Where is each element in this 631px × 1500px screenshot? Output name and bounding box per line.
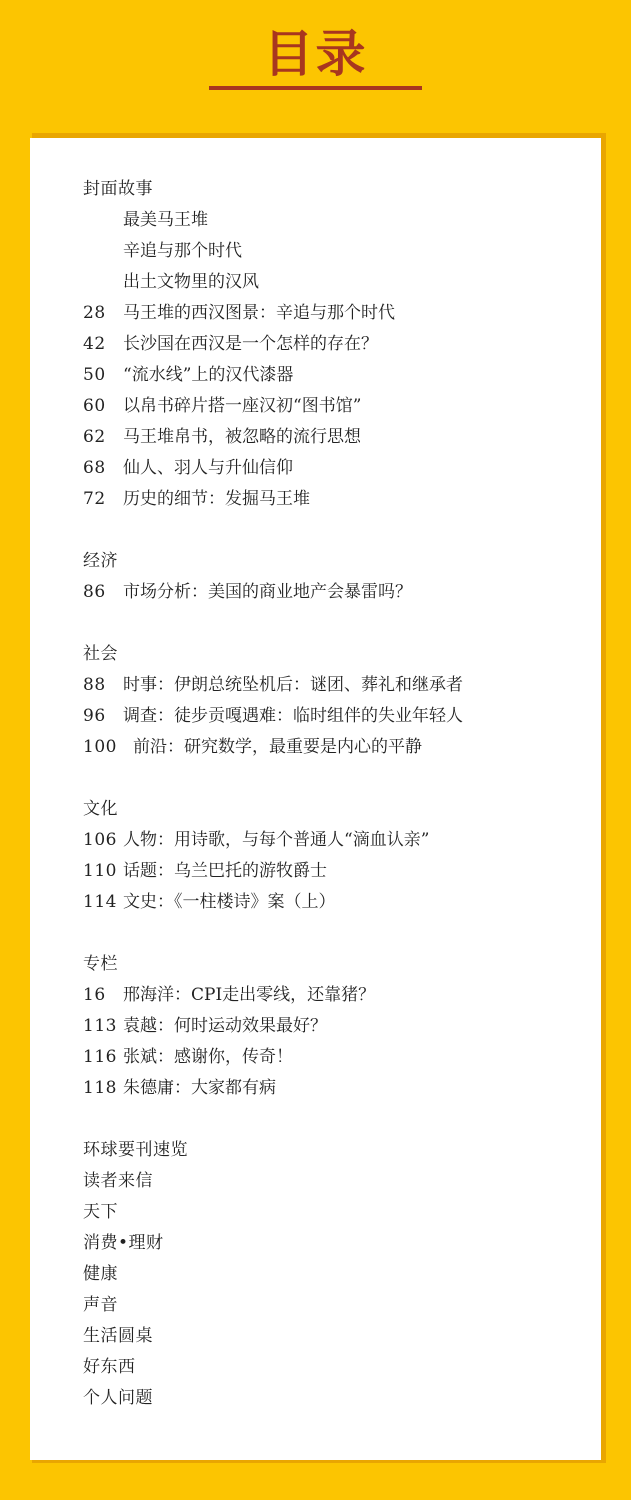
section-heading: 文化 xyxy=(83,799,118,819)
section-heading: 封面故事 xyxy=(83,179,153,199)
page-number: 88 xyxy=(83,675,106,695)
toc-entry[interactable] xyxy=(83,980,583,1011)
entry-title: 前沿：研究数学，最重要是内心的平静 xyxy=(133,737,422,757)
entry-title: 长沙国在西汉是一个怎样的存在？ xyxy=(123,334,378,354)
page-number: 100 xyxy=(83,737,117,757)
toc-entry[interactable] xyxy=(83,1042,583,1073)
entry-title: 袁越：何时运动效果最好？ xyxy=(123,1016,327,1036)
section-cover-story xyxy=(83,174,583,515)
toc-entry[interactable] xyxy=(83,825,583,856)
title-underline xyxy=(209,86,422,90)
page-number: 106 xyxy=(83,830,117,850)
entry-title: 以帛书碎片搭一座汉初“图书馆” xyxy=(123,396,362,416)
entry-title: 仙人、羽人与升仙信仰 xyxy=(123,458,293,478)
section-heading: 社会 xyxy=(83,644,118,664)
entry-title: 张斌：感谢你，传奇！ xyxy=(123,1047,293,1067)
toc-entry[interactable] xyxy=(83,1073,583,1104)
page-number: 110 xyxy=(83,861,117,881)
page-number: 68 xyxy=(83,458,106,478)
section-columns xyxy=(83,949,583,1104)
page-number: 42 xyxy=(83,334,106,354)
toc-entry[interactable] xyxy=(83,205,583,236)
toc-entry[interactable] xyxy=(83,1011,583,1042)
toc-entry[interactable] xyxy=(83,236,583,267)
entry-title: 朱德庸：大家都有病 xyxy=(123,1078,276,1098)
section-heading: 专栏 xyxy=(83,954,118,974)
toc-department[interactable]: 环球要刊速览 xyxy=(83,1140,188,1160)
toc-entry[interactable] xyxy=(83,453,583,484)
toc-entry[interactable] xyxy=(83,732,583,763)
entry-title: 马王堆的西汉图景：辛追与那个时代 xyxy=(123,303,395,323)
page-number: 118 xyxy=(83,1078,117,1098)
entry-title: “流水线”上的汉代漆器 xyxy=(123,365,294,385)
page-number: 72 xyxy=(83,489,106,509)
toc-entry[interactable] xyxy=(83,701,583,732)
toc-entry[interactable] xyxy=(83,360,583,391)
toc-entry[interactable] xyxy=(83,329,583,360)
toc-entry[interactable] xyxy=(83,670,583,701)
entry-title: 市场分析：美国的商业地产会暴雷吗？ xyxy=(123,582,412,602)
toc-entry[interactable] xyxy=(83,577,583,608)
entry-title: 调查：徒步贡嘎遇难：临时组伴的失业年轻人 xyxy=(123,706,463,726)
toc-entry[interactable] xyxy=(83,422,583,453)
toc-entry[interactable] xyxy=(83,298,583,329)
toc-department[interactable]: 消费•理财 xyxy=(83,1233,164,1253)
section-society xyxy=(83,639,583,763)
section-departments xyxy=(83,1135,583,1414)
page-number: 86 xyxy=(83,582,106,602)
entry-title: 马王堆帛书，被忽略的流行思想 xyxy=(123,427,361,447)
page-number: 62 xyxy=(83,427,106,447)
toc-entry[interactable] xyxy=(83,856,583,887)
toc-entry[interactable] xyxy=(83,267,583,298)
toc-department[interactable]: 生活圆桌 xyxy=(83,1326,153,1346)
section-culture xyxy=(83,794,583,918)
toc-entry[interactable] xyxy=(83,391,583,422)
page-number: 60 xyxy=(83,396,106,416)
page-number: 96 xyxy=(83,706,106,726)
page-number: 113 xyxy=(83,1016,117,1036)
section-heading: 经济 xyxy=(83,551,118,571)
entry-title: 文史：《一柱楼诗》案（上） xyxy=(123,892,336,912)
entry-title: 辛追与那个时代 xyxy=(123,241,242,261)
entry-title: 出土文物里的汉风 xyxy=(123,272,259,292)
entry-title: 最美马王堆 xyxy=(123,210,208,230)
entry-title: 话题：乌兰巴托的游牧爵士 xyxy=(123,861,327,881)
toc-department[interactable]: 天下 xyxy=(83,1202,118,1222)
entry-title: 历史的细节：发掘马王堆 xyxy=(123,489,310,509)
toc-department[interactable]: 个人问题 xyxy=(83,1388,153,1408)
table-of-contents xyxy=(83,174,583,1414)
toc-entry[interactable] xyxy=(83,887,583,918)
toc-entry[interactable] xyxy=(83,484,583,515)
entry-title: 人物：用诗歌，与每个普通人“滴血认亲” xyxy=(123,830,430,850)
entry-title: 时事：伊朗总统坠机后：谜团、葬礼和继承者 xyxy=(123,675,463,695)
toc-department[interactable]: 健康 xyxy=(83,1264,118,1284)
page-number: 28 xyxy=(83,303,106,323)
toc-department[interactable]: 声音 xyxy=(83,1295,118,1315)
toc-department[interactable]: 好东西 xyxy=(83,1357,136,1377)
page-number: 50 xyxy=(83,365,106,385)
entry-title: 邢海洋：CPI走出零线，还靠猪？ xyxy=(123,985,376,1005)
page-number: 116 xyxy=(83,1047,117,1067)
toc-department[interactable]: 读者来信 xyxy=(83,1171,153,1191)
page-number: 16 xyxy=(83,985,106,1005)
section-economy xyxy=(83,546,583,608)
page-title: 目录 xyxy=(263,25,368,83)
page-number: 114 xyxy=(83,892,117,912)
